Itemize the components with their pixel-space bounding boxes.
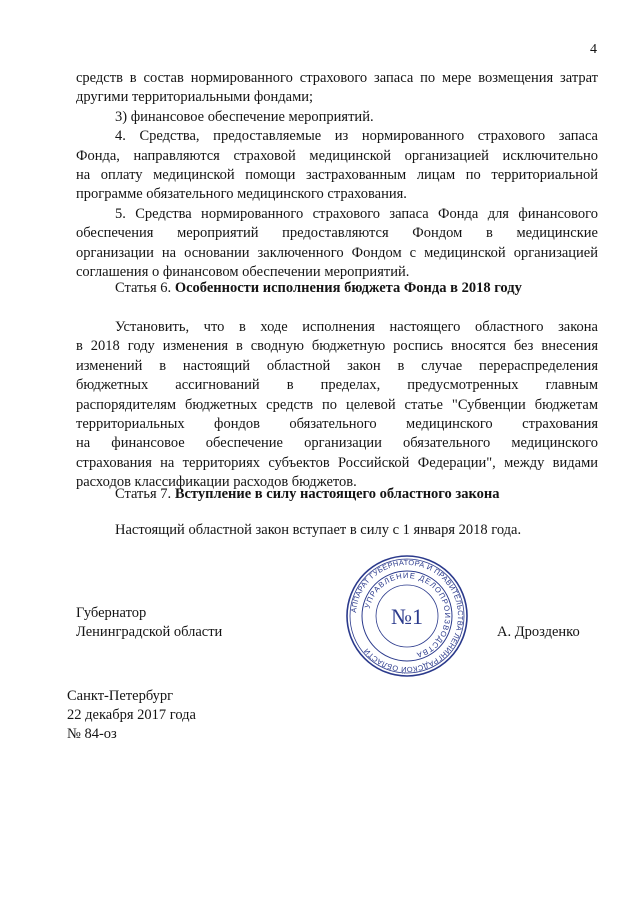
footer-law-number: № 84-оз	[67, 726, 117, 742]
text-line: в 2018 году изменения в сводную бюджетную роспись вносятся без внесения	[76, 338, 598, 355]
signatory-position	[76, 604, 222, 642]
text-line: организации на основании заключенного Фондом с медицинской организацией	[76, 244, 598, 261]
text-line: территориальных фондов обязательного медицинского страхования	[76, 416, 598, 433]
article-6-title: Особенности исполнения бюджета Фонда в 2018 году	[174, 280, 522, 296]
text-line: Установить, что в ходе исполнения настоящего областного закона	[115, 319, 598, 335]
text-line: расходов классификации расходов бюджетов.	[76, 474, 357, 491]
article-6-body	[76, 318, 598, 493]
article-6-heading	[115, 280, 522, 297]
seal-graphic	[344, 553, 470, 679]
text-line: страхования на территориях субъектов Российской Федерации", между видами	[76, 454, 598, 471]
text-line: изменений в настоящий областной закон в случае перераспределения	[76, 357, 598, 374]
position-line: Губернатор	[76, 605, 147, 621]
text-line: на финансовое обеспечение организации обязательного медицинского	[76, 435, 598, 452]
text-line: 4. Средства, предоставляемые из нормированного страхового запаса	[115, 128, 598, 145]
article-7-title: Вступление в силу настоящего областного закона	[174, 486, 500, 502]
text-line: 3) финансовое обеспечение мероприятий.	[115, 108, 374, 125]
official-seal	[344, 553, 470, 679]
footer-date: 22 декабря 2017 года	[67, 707, 196, 723]
document-footer	[67, 687, 196, 744]
text-line: Фонда, направляются страховой медицинской организацией исключительно	[76, 147, 598, 164]
text-line: 5. Средства нормированного страхового запаса Фонда для финансового	[115, 205, 598, 222]
text-line: программе обязательного медицинского страхования.	[76, 186, 407, 203]
text-line: соглашения о финансовом обеспечении мероприятий.	[76, 264, 410, 281]
text-line: на оплату медицинской помощи застрахованным лицам по территориальной	[76, 167, 598, 184]
seal-number: №1	[391, 604, 423, 629]
page-number: 4	[590, 42, 597, 57]
article-7-heading	[115, 486, 500, 503]
text-line: другими территориальными фондами;	[76, 89, 314, 106]
article-6-prefix: Статья 6.	[115, 280, 172, 296]
position-line: Ленинградской области	[76, 624, 223, 640]
seal-ring-text: АППАРАТ ГУБЕРНАТОРА И ПРАВИТЕЛЬСТВА ЛЕНИНГРАДСКОЙ ОБЛАСТИ	[349, 557, 466, 675]
text-line: бюджетных ассигнований в пределах, предусмотренных главным	[76, 377, 598, 394]
article-7-body: Настоящий областной закон вступает в силу с 1 января 2018 года.	[115, 522, 522, 538]
signatory-name: А. Дрозденко	[497, 624, 580, 640]
seal-inner-text: УПРАВЛЕНИЕ ДЕЛОПРОИЗВОДСТВА	[362, 570, 453, 660]
continuation-paragraphs	[76, 69, 598, 282]
article-7-prefix: Статья 7.	[115, 486, 172, 502]
text-line: обеспечения мероприятий предоставляются Фондом в медицинские	[76, 225, 598, 242]
text-line: средств в состав нормированного страхового запаса по мере возмещения затрат	[76, 70, 598, 86]
footer-city: Санкт-Петербург	[67, 688, 174, 704]
text-line: распорядителям бюджетных средств по целевой статье "Субвенции бюджетам	[76, 396, 598, 413]
